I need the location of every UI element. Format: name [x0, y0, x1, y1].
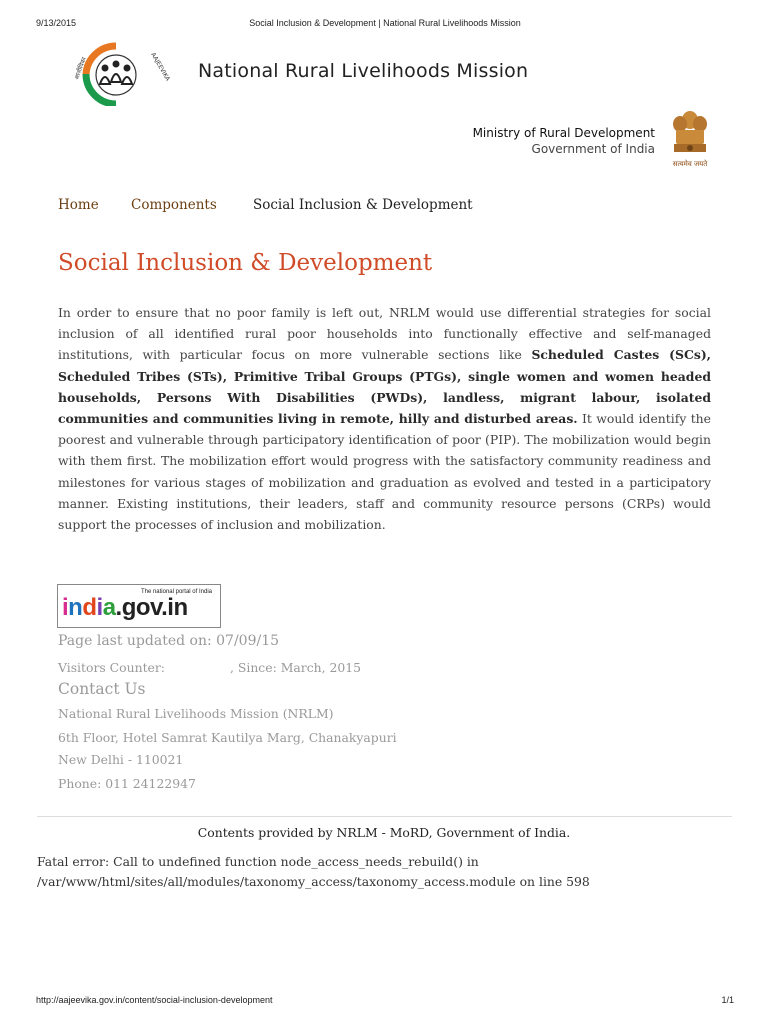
print-date: 9/13/2015 — [36, 18, 77, 28]
visitors-since: , Since: March, 2015 — [230, 660, 362, 675]
fatal-error-message: Fatal error: Call to undefined function node_access_needs_rebuild() in /var/www/html/sites/all/modules/taxonomy_access/taxonomy_access.module on line 598 — [37, 854, 590, 889]
footer-credits: Contents provided by NRLM - MoRD, Government of India. — [197, 825, 571, 840]
aajeevika-logo[interactable] — [58, 42, 184, 106]
site-name[interactable]: National Rural Livelihoods Mission — [198, 60, 529, 82]
address-line: New Delhi - 110021 — [58, 752, 184, 767]
nav-home-link[interactable]: Home — [58, 197, 99, 213]
last-updated: Page last updated on: 07/09/15 — [58, 633, 280, 649]
phone-line: Phone: 011 24122947 — [58, 776, 196, 791]
ministry-block — [473, 125, 655, 157]
print-header — [36, 18, 734, 30]
page-title: Social Inclusion & Development — [58, 250, 433, 276]
visitors-counter — [58, 660, 362, 675]
visitors-label: Visitors Counter: — [58, 660, 165, 675]
print-page-number: 1/1 — [721, 995, 734, 1005]
print-url: http://aajeevika.gov.in/content/social-inclusion-development — [36, 995, 273, 1005]
nav-current-page-link[interactable]: Social Inclusion & Development — [253, 197, 473, 213]
address-line: National Rural Livelihoods Mission (NRLM) — [58, 706, 334, 721]
nav-components-link[interactable]: Components — [131, 197, 217, 213]
print-page-title: Social Inclusion & Development | National Rural Livelihoods Mission — [249, 18, 521, 28]
india-gov-portal-banner[interactable] — [57, 584, 221, 628]
contact-heading: Contact Us — [58, 680, 146, 698]
body-text-part1: In order to ensure that no poor family is left out, NRLM would use differential strategies for social inclusion of all identified rural poor households into functionally effective and self-managed institutions, with particular focus on more vulnerable sections like — [58, 305, 711, 363]
address-line: 6th Floor, Hotel Samrat Kautilya Marg, Chanakyapuri — [58, 730, 397, 745]
national-emblem-icon — [666, 106, 714, 172]
india-portal-tagline: The national portal of India — [140, 589, 212, 595]
article-body — [58, 302, 711, 535]
ministry-line2: Government of India — [531, 142, 655, 156]
india-gov-logo: india.gov.in — [62, 594, 188, 621]
logo-ring-text-right: AAJEEVIKA — [149, 51, 172, 83]
footer-divider — [37, 816, 732, 817]
emblem-motto: सत्यमेव जयते — [672, 160, 708, 168]
body-text-part2: It would identify the poorest and vulnerable through participatory identification of poor (PIP). The mobilization would begin with them first. The mobilization effort would progress with the satisfactory community readiness and milestones for various stages of mobilization and graduation as evolved and tested in a participatory manner. Existing institutions, their leaders, staff and community resource persons (CRPs) would support the processes of inclusion and mobilization. — [58, 411, 711, 533]
body-text-bold: Scheduled Castes (SCs), Scheduled Tribes (STs), Primitive Tribal Groups (PTGs), single women and women headed households, Persons With Disabilities (PWDs), landless, migrant labour, isolated communities and communities living in remote, hilly and disturbed areas. — [58, 347, 711, 427]
ministry-line1: Ministry of Rural Development — [472, 126, 655, 140]
print-footer — [36, 995, 734, 1007]
logo-ring-text-left: आजीविका — [73, 56, 88, 81]
